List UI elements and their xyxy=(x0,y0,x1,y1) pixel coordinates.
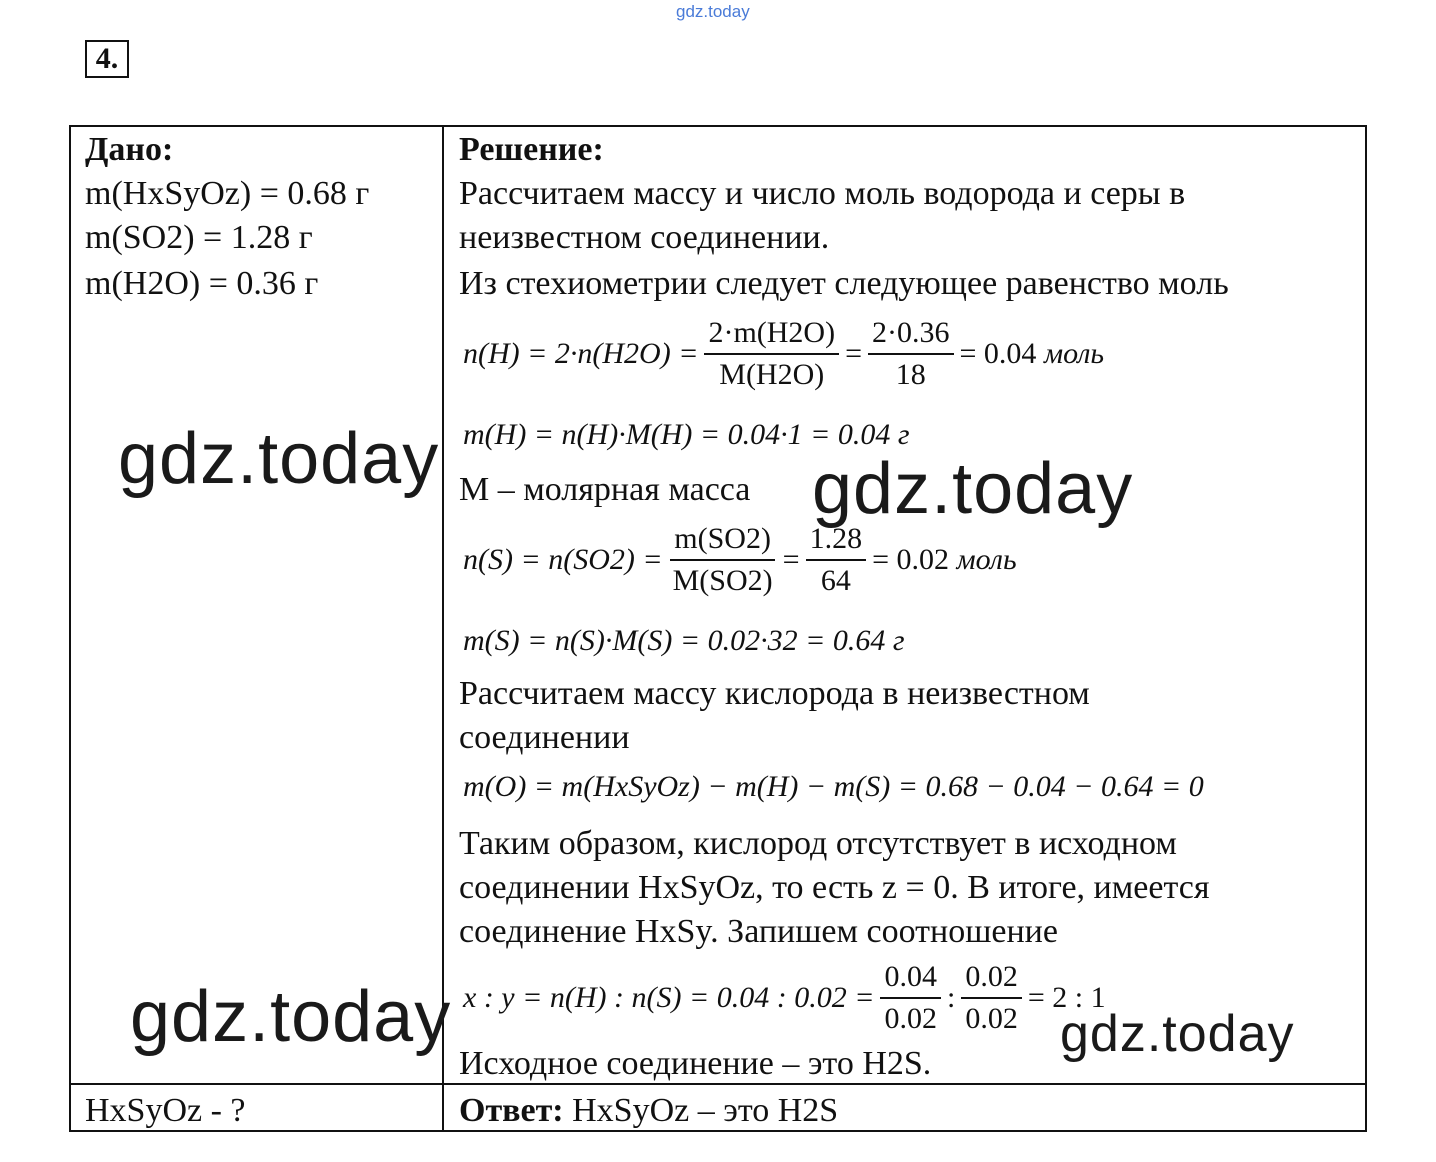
eq6-denominator-1: 0.02 xyxy=(884,1002,937,1035)
oxygen-intro-line-1: Рассчитаем массу кислорода в неизвестном xyxy=(459,675,1090,712)
eq6-lhs: x : y = n(H) : n(S) = 0.04 : 0.02 = xyxy=(463,981,875,1014)
answer-label: Ответ: xyxy=(459,1092,564,1129)
eq1-numerator-2: 2·0.36 xyxy=(868,316,954,355)
given-line-3: m(H2O) = 0.36 г xyxy=(85,265,319,302)
watermark: gdz.today xyxy=(130,977,452,1057)
eq1-rhs: = 0.04 xyxy=(959,337,1037,370)
eq3-unit: моль xyxy=(956,543,1017,576)
eq6-mid: : xyxy=(946,981,956,1014)
eq1-unit: моль xyxy=(1043,337,1105,370)
stoichiometry-text: Из стехиометрии следует следующее равенство моль xyxy=(459,265,1229,302)
eq6-fraction-1 xyxy=(880,960,941,1036)
given-unknown: HxSyOz - ? xyxy=(85,1092,246,1129)
eq3-lhs: n(S) = n(SO2) = xyxy=(463,543,663,576)
solution-intro-line-1: Рассчитаем массу и число моль водорода и серы в xyxy=(459,175,1186,212)
eq6-fraction-2 xyxy=(961,960,1022,1036)
eq6-numerator-2: 0.02 xyxy=(961,960,1022,999)
eq3-numerator-1: m(SO2) xyxy=(670,522,775,561)
eq3-denominator-2: 64 xyxy=(820,564,851,597)
eq6-rhs: = 2 : 1 xyxy=(1027,981,1106,1014)
eq3-fraction-1 xyxy=(669,522,777,598)
conclusion-line-2: соединении HxSyOz, то есть z = 0. В итоге, имеется xyxy=(459,869,1210,906)
given-line-1: m(HxSyOz) = 0.68 г xyxy=(85,175,370,212)
eq1-numerator-1: 2·m(H2O) xyxy=(704,316,839,355)
eq4-text: m(S) = n(S)·M(S) = 0.02·32 = 0.64 xyxy=(463,624,886,657)
equation-n-hydrogen xyxy=(463,314,1104,394)
oxygen-intro-line-2: соединении xyxy=(459,719,630,756)
eq4-unit: г xyxy=(892,624,905,657)
eq2-unit: г xyxy=(897,418,910,451)
equation-m-sulfur xyxy=(463,624,905,658)
given-line-2: m(SO2) = 1.28 г xyxy=(85,219,313,256)
eq1-fraction-1 xyxy=(704,316,839,392)
equation-n-sulfur xyxy=(463,520,1017,600)
watermark: gdz.today xyxy=(812,449,1134,529)
eq6-denominator-2: 0.02 xyxy=(965,1002,1018,1035)
task-number: 4. xyxy=(85,40,129,78)
eq1-fraction-2 xyxy=(868,316,954,392)
equation-m-oxygen xyxy=(463,770,1204,804)
given-heading: Дано: xyxy=(85,131,174,168)
eq6-numerator-1: 0.04 xyxy=(880,960,941,999)
eq1-denominator-2: 18 xyxy=(895,358,926,391)
solution-heading: Решение: xyxy=(459,131,604,168)
answer-text: HxSyOz – это H2S xyxy=(572,1092,839,1129)
eq3-fraction-2 xyxy=(806,522,867,598)
watermark: gdz.today xyxy=(118,419,440,499)
eq3-mid: = xyxy=(782,543,800,576)
site-label: gdz.today xyxy=(676,2,750,21)
conclusion-line-1: Таким образом, кислород отсутствует в исходном xyxy=(459,825,1177,862)
equation-ratio xyxy=(463,958,1106,1038)
equation-m-hydrogen xyxy=(463,418,910,452)
eq1-denominator-1: M(H2O) xyxy=(719,358,825,391)
eq5-text: m(O) = m(HxSyOz) − m(H) − m(S) = 0.68 − 0.04 − 0.64 = 0 xyxy=(463,770,1204,803)
molar-mass-note: М – молярная масса xyxy=(459,471,751,508)
solution-intro-line-2: неизвестном соединении. xyxy=(459,219,830,256)
final-compound: Исходное соединение – это H2S. xyxy=(459,1045,932,1082)
conclusion-line-3: соединение HxSy. Запишем соотношение xyxy=(459,913,1058,950)
answer xyxy=(459,1089,838,1133)
eq3-denominator-1: M(SO2) xyxy=(672,564,773,597)
eq1-lhs: n(H) = 2·n(H2O) = xyxy=(463,337,699,370)
eq1-mid: = xyxy=(845,337,863,370)
eq3-rhs: = 0.02 xyxy=(872,543,949,576)
watermark: gdz.today xyxy=(1060,1005,1295,1063)
eq2-text: m(H) = n(H)·M(H) = 0.04·1 = 0.04 xyxy=(463,418,891,451)
eq3-numerator-2: 1.28 xyxy=(806,522,867,561)
